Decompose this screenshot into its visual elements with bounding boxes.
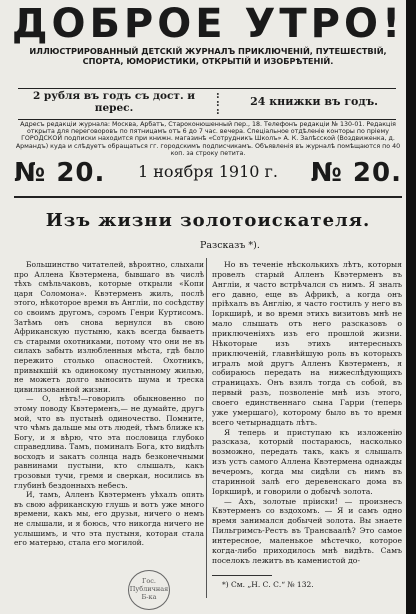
price-bar — [18, 88, 396, 120]
editorial-address: Адресъ редакціи журнала: Москва, Арбатъ, Староконюшенный пер., 18. Телефонъ редакціи № 130-01. Редакція открыта для переговоровъ по пятницамъ отъ 6 до 7 час. вечера. Спеціальное отдѣленіе конторы по пріему ГОРОДСКОЙ подписки находится при книжн. магазинѣ «Сотрудникъ Школъ» А. К. Залѣсской (Воздвиженка, д. Армандъ) куда и слѣдуетъ обращаться гг. городскимъ подписчикамъ. Объявленія въ журналѣ помѣщаются по 40 коп. за строку петита. — [15, 121, 401, 157]
issue-date: 1 ноября 1910 г. — [138, 162, 278, 181]
article-column-right — [212, 260, 402, 566]
issue-line — [0, 158, 416, 194]
price-divider: : : : — [216, 90, 220, 117]
paragraph: Большинство читателей, вѣроятно, слыхали про Аллена Квэтермена, бывшаго въ числѣ тѣхъ смѣльчаковъ, которые открыли «Копи царя Соломона». Квэтерменъ жилъ, послѣ этого, нѣкоторое время въ Англіи, по сосѣдству со своимъ другомъ, сэромъ Генри Куртисомъ. Затѣмъ онъ снова вернулся въ свою Африканскую пустыню, какъ всегда бываетъ съ старыми охотниками, потому что они не въ силахъ забыть излюбленныя мѣста, гдѣ было пережито столько опасностей. Охотникъ, привыкшій къ одинокому пустынному жилью, не можетъ долго выносить шума и треска цивилизованной жизни. — [14, 260, 204, 394]
article-byline: Разсказъ *). — [200, 240, 260, 251]
magazine-title: ДОБРОЕ УТРО! — [11, 1, 405, 47]
magazine-subtitle: ИЛЛЮСТРИРОВАННЫЙ ДЕТСКІЙ ЖУРНАЛЪ ПРИКЛЮЧЕНІЙ, ПУТЕШЕСТВІЙ, СПОРТА, ЮМОРИСТИКИ, ОТКРЫТІЙ И ИЗОБРѢТЕНІЙ. — [29, 46, 387, 66]
library-stamp: Гос. Публичная Б-ка — [128, 570, 170, 610]
column-divider — [206, 258, 207, 598]
paragraph: И, тамъ, Алленъ Квэтерменъ уѣхалъ опять въ свою африканскую глушь и вотъ уже много времени, какъ мы, его друзья, ничего о немъ не слышали, и я боюсь, что никогда ничего не услышимъ, и что эта пустыня, которая стала его матерью, стала его могилой. — [14, 490, 204, 548]
paragraph: Я теперь и приступаю къ изложенію разсказа, который постараюсь, насколько возможно, передать такъ, какъ я слышалъ изъ устъ самого Аллена Квэтермена однажды вечеромъ, когда мы сидѣли съ нимъ въ старинной залѣ его деревенскаго дома въ Іоркширѣ, и говорили о добычѣ золота. — [212, 427, 402, 496]
article-title: Изъ жизни золотоискателя. — [45, 210, 371, 231]
paragraph: — Ахъ, золотые пріиски! — произнесъ Квэтерменъ со вздохомъ. — Я и самъ одно время занимался добычей золота. Вы знаете Пильгримсъ-Рестъ въ Трансваалѣ? Это самое интересное, маленькое мѣстечко, которое когда-либо приходилось мнѣ видѣть. Самъ поселокъ лежитъ въ каменистой до- — [212, 496, 402, 565]
issue-number-left: № 20. — [14, 158, 106, 188]
footnote: *) См. „Н. С. С.“ № 132. — [222, 580, 314, 589]
page-edge-bar — [406, 0, 416, 614]
issues-per-year: 24 книжки въ годъ. — [250, 95, 378, 108]
issue-number-right: № 20. — [310, 158, 402, 188]
article-column-left — [14, 260, 204, 548]
issue-divider — [14, 196, 402, 198]
subscription-price: 2 рубля въ годъ съ дост. и перес. — [32, 90, 196, 114]
paragraph: — О, нѣтъ!—говорилъ обыкновенно по этому поводу Квэтерменъ,— не думайте, другъ мой, что въ пустынѣ одиночество. Помните, что чѣмъ дальше мы отъ людей, тѣмъ ближе къ Богу, и я вѣрю, что эта пословица глубоко справедлива. Тамъ, поминалъ Бога, кто видѣлъ восходъ и закатъ солнца надъ безконечными равнинами пустыни, кто слышалъ, какъ грозовыя тучи, гремя и сверкая, носились въ глубинѣ бездонныхъ небесъ. — [14, 394, 204, 490]
paragraph: Но въ теченіе нѣсколькихъ лѣтъ, которыя провелъ старый Алленъ Квэтерменъ въ Англіи, я часто встрѣчался съ нимъ. Я зналъ его давно, еще въ Африкѣ, а когда онъ пріѣхалъ въ Англію, я часто гостилъ у него въ Іоркширѣ, и во время этихъ визитовъ мнѣ не мало слышать отъ него разсказовъ о приключеніяхъ изъ его прошлой жизни. Нѣкоторые изъ этихъ интересныхъ приключеній, главнѣйшую роль въ которыхъ игралъ мой другъ Алленъ Квэтерменъ, я собираюсь передать на нижеслѣдующихъ страницахъ. Онъ взялъ тогда съ собой, въ первый разъ, позволеніе мнѣ изъ этого, своего единственнаго сына Гарри (теперь уже умершаго), которому было въ то время всего четырнадцать лѣтъ. — [212, 260, 402, 427]
masthead — [0, 0, 416, 66]
footnote-divider — [212, 575, 272, 576]
